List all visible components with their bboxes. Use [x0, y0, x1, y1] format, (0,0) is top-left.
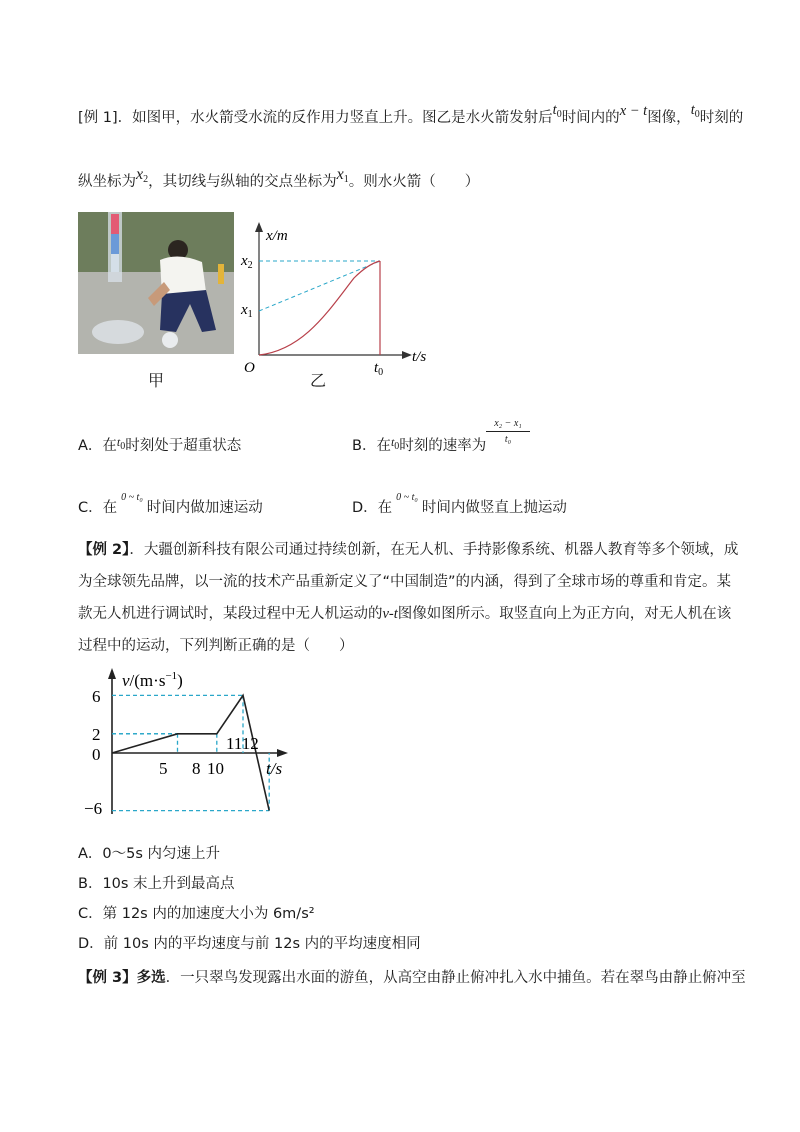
example1-option-b: B．在$^{t_0}$时刻的速率为 [352, 435, 487, 454]
example1-option-a: A．在$^{t_0}$时刻处于超重状态 [78, 435, 242, 454]
example2-option-b: B．10s 末上升到最高点 [78, 876, 235, 892]
vt-xtick-10: 10 [207, 759, 224, 778]
vt-ytick-2: 2 [92, 725, 101, 744]
vt-ytick-neg6: −6 [84, 799, 103, 818]
example2-line2: 为全球领先品牌，以一流的技术产品重新定义了“中国制造”的内涵，得到了全球市场的尊重和肯定。某 [78, 574, 732, 590]
xt-t0-label: $t_0$ [374, 360, 384, 378]
xt-x2-label: $x_2$ [241, 253, 253, 271]
example3-line1: 【例 3】多选．一只翠鸟发现露出水面的游鱼，从高空由静止俯冲扎入水中捕鱼。若在翠鸟由静止俯冲至 [78, 970, 746, 986]
example1-option-d: D．在$^{0 \sim t_0}$时间内做竖直上抛运动 [352, 492, 567, 516]
vt-ytick-0: 0 [92, 745, 101, 764]
vt-ytick-6: 6 [92, 687, 101, 706]
example2-option-d: D．前 10s 内的平均速度与前 12s 内的平均速度相同 [78, 936, 421, 952]
xt-y-label: x/m [266, 228, 288, 244]
xt-x-label: t/s [412, 349, 427, 365]
vt-xtick-5: 5 [159, 759, 168, 778]
example1-option-b-fraction: x₂ − x₁ t₀ [486, 418, 530, 445]
example1-line2: 纵坐标为$x_2$，其切线与纵轴的交点坐标为$x_1$。则水火箭（ ） [78, 166, 480, 190]
example3-tag: 【例 3】 [78, 970, 137, 986]
vt-y-arrow [108, 668, 116, 679]
example1-line1: [例 1]．如图甲，水火箭受水流的反作用力竖直上升。图乙是水火箭发射后$t_0$时间内的x − t图像，$t_0$时刻的 [78, 102, 744, 126]
example2-line1: 【例 2】．大疆创新科技有限公司通过持续创新，在无人机、手持影像系统、机器人教育等多个领域，成 [78, 542, 739, 558]
vt-x-label: t/s [266, 759, 283, 778]
x1-symbol: $x_1$ [336, 166, 349, 185]
example2-line3: 款无人机进行调试时，某段过程中无人机运动的v-t图像如图所示。取竖直向上为正方向，对无人机在该 [78, 606, 732, 622]
fig-jia-label: 甲 [148, 371, 165, 390]
xt-x-arrow [402, 351, 412, 359]
xt-y-arrow [255, 222, 263, 232]
vt-graph [84, 664, 314, 824]
xt-curve [259, 261, 380, 355]
vt-xtick-11-12: 1112 [226, 734, 259, 753]
t0-symbol-2: $t_0$ [690, 102, 700, 120]
example2-line4: 过程中的运动，下列判断正确的是（ ） [78, 638, 354, 654]
example1-tag: [例 1] [78, 110, 118, 126]
t0-symbol: $t_0$ [552, 102, 562, 120]
rocket-photo-illustration [78, 212, 234, 354]
vt-x-arrow [277, 749, 288, 757]
xt-x1-label: $x_1$ [241, 302, 253, 320]
fig-yi-label: 乙 [310, 371, 327, 390]
xt-tangent-dashed [259, 261, 380, 311]
example3-multi: 多选 [136, 970, 166, 986]
x2-symbol: $x_2$ [136, 166, 149, 185]
vt-y-label: $v/(m\cdot s^{-1})$ [122, 670, 183, 690]
x-t-symbol: x − t [619, 103, 648, 119]
example2-tag: 【例 2】 [78, 542, 130, 558]
rocket-photo [78, 212, 234, 354]
example2-option-c: C．第 12s 内的加速度大小为 6m/s² [78, 906, 315, 922]
example2-option-a: A．0～5s 内匀速上升 [78, 846, 221, 862]
vt-xtick-8: 8 [192, 759, 201, 778]
xt-origin-label: O [244, 360, 255, 376]
example1-option-c: C．在$^{0 \sim t_0}$时间内做加速运动 [78, 492, 263, 516]
xt-graph [234, 220, 434, 390]
